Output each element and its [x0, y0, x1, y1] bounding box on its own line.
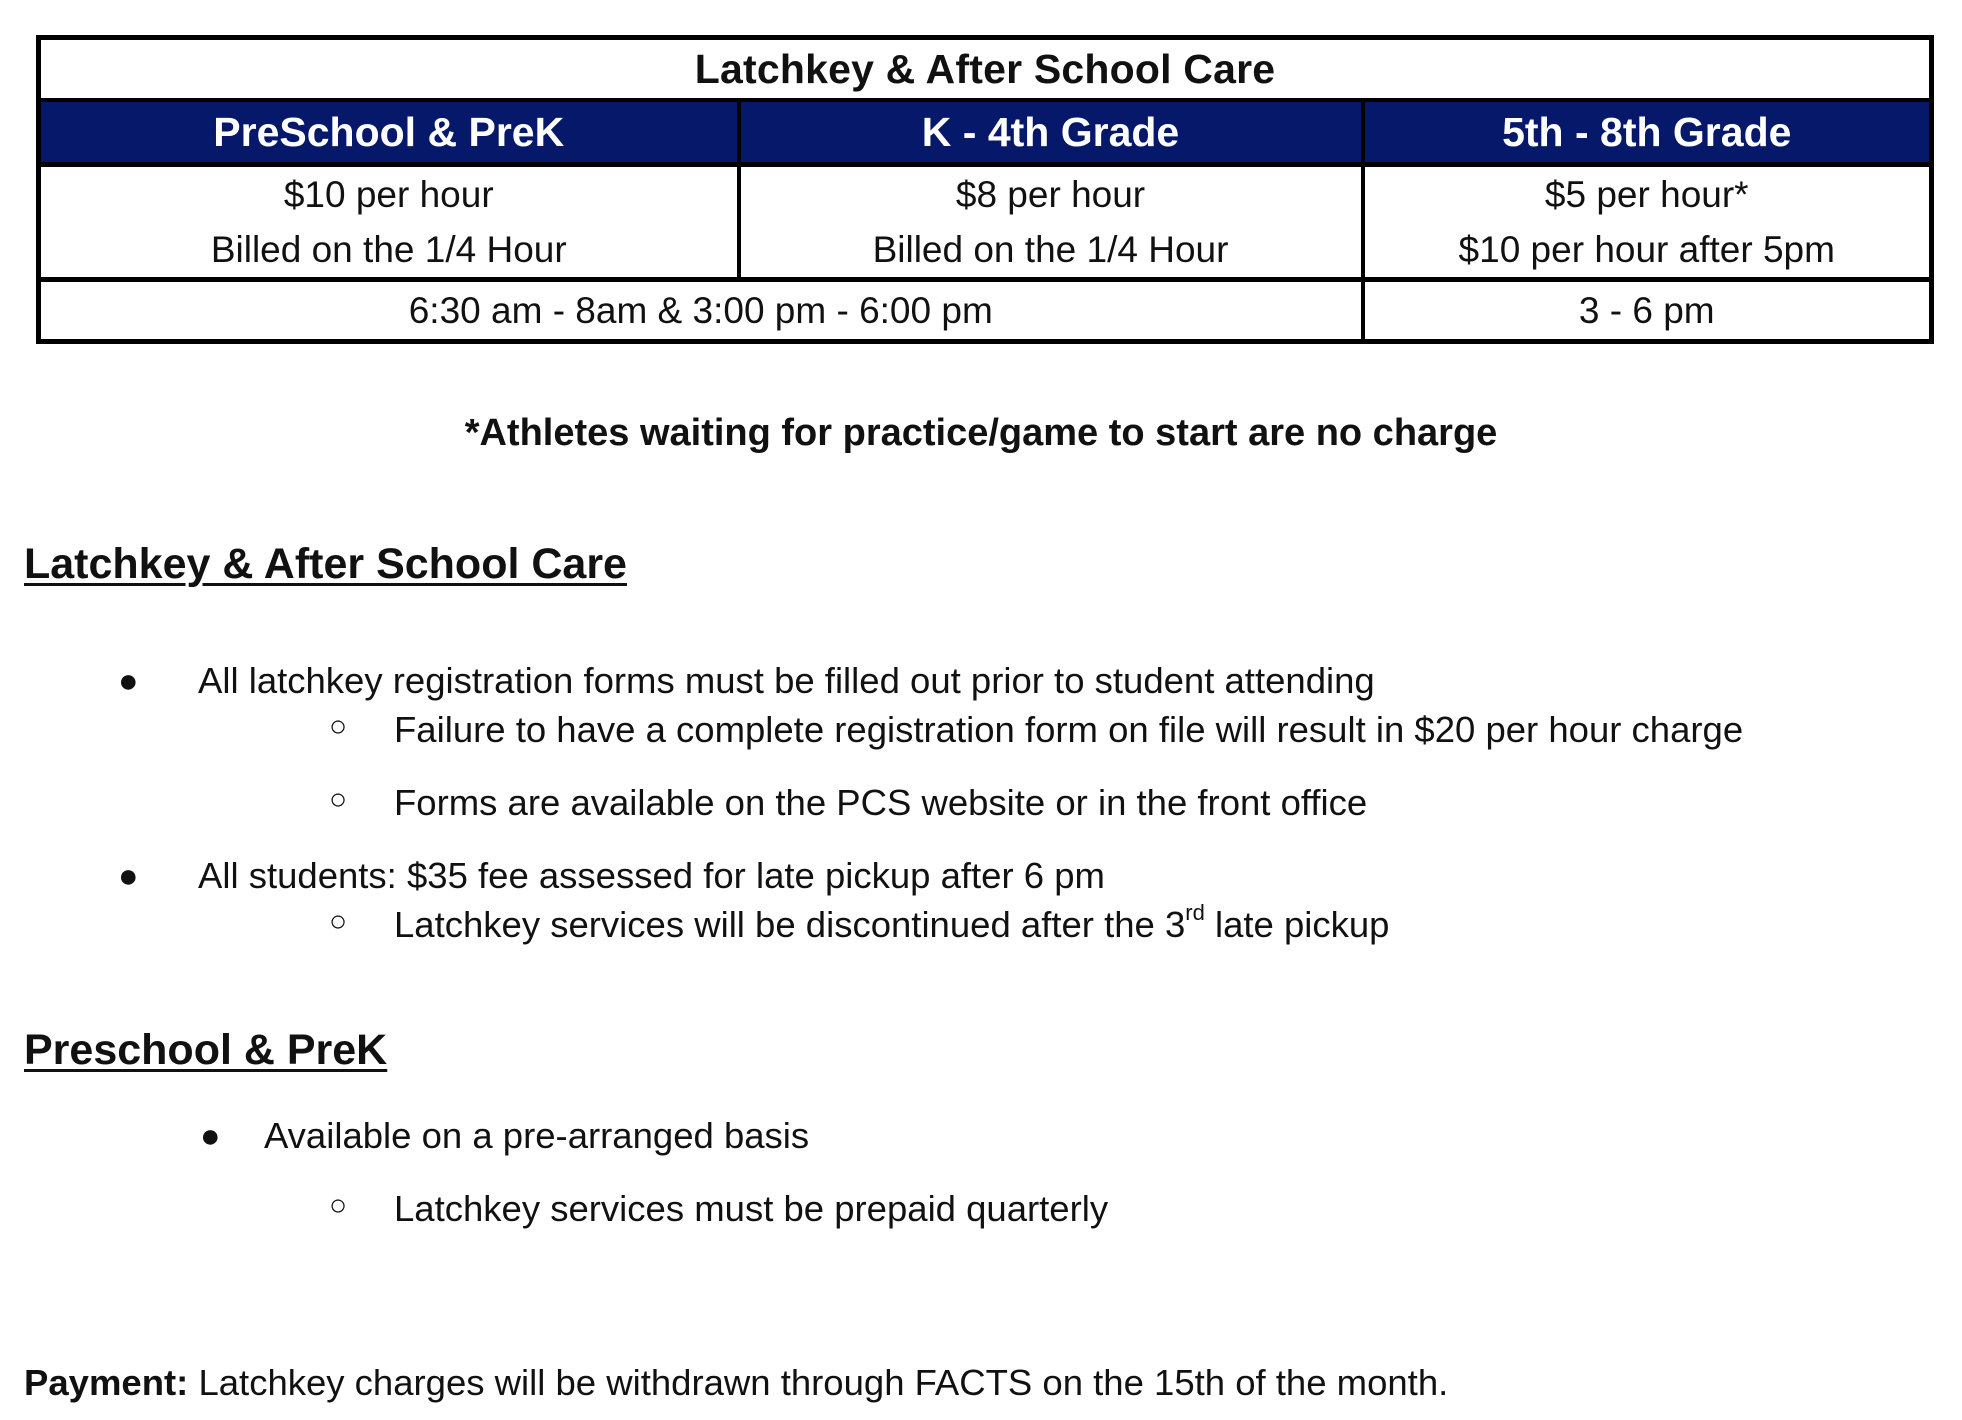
sub-bullet-marker: ○ [329, 783, 348, 816]
billing-value: Billed on the 1/4 Hour [872, 229, 1229, 270]
column-header-preschool: PreSchool & PreK [39, 100, 739, 165]
rate-value: $5 per hour* [1544, 174, 1749, 215]
rate-cell-5-8 [1363, 165, 1932, 280]
payment-line [24, 1362, 1448, 1404]
bullet-marker: ● [118, 857, 139, 895]
section-heading-preschool: Preschool & PreK [24, 1026, 388, 1074]
discontinued-text: Latchkey services will be discontinued after the 3 [394, 904, 1186, 945]
sub-bullet-marker: ○ [329, 1189, 348, 1222]
hours-cell-upper-grades: 3 - 6 pm [1363, 280, 1932, 342]
list-item-discontinued [394, 899, 1390, 946]
rate-cell-preschool [39, 165, 739, 280]
rate-value: $8 per hour [955, 174, 1146, 215]
ordinal-suffix: rd [1185, 899, 1205, 925]
discontinued-text-end: late pickup [1204, 904, 1390, 945]
bullet-marker: ● [200, 1117, 221, 1155]
bullet-marker: ● [118, 662, 139, 700]
column-header-5-8: 5th - 8th Grade [1363, 100, 1932, 165]
list-item-prepaid: Latchkey services must be prepaid quarterly [394, 1188, 1109, 1229]
column-header-k-4: K - 4th Grade [739, 100, 1363, 165]
table-title: Latchkey & After School Care [39, 38, 1932, 101]
rate-table [36, 35, 1934, 344]
list-item-pre-arranged: Available on a pre-arranged basis [264, 1115, 810, 1156]
list-item-failure-charge: Failure to have a complete registration form on file will result in $20 per hour charge [394, 709, 1744, 750]
payment-label: Payment: [24, 1362, 189, 1403]
billing-value: Billed on the 1/4 Hour [210, 229, 567, 270]
section-heading-latchkey: Latchkey & After School Care [24, 540, 627, 588]
list-item-registration: All latchkey registration forms must be filled out prior to student attending [198, 660, 1375, 701]
payment-text: Latchkey charges will be withdrawn through FACTS on the 15th of the month. [188, 1362, 1449, 1403]
billing-value: $10 per hour after 5pm [1458, 229, 1835, 270]
list-item-forms-available: Forms are available on the PCS website or in the front office [394, 782, 1368, 823]
list-item-late-pickup-fee: All students: $35 fee assessed for late pickup after 6 pm [198, 855, 1105, 896]
rate-cell-k-4 [739, 165, 1363, 280]
hours-cell-lower-grades: 6:30 am - 8am & 3:00 pm - 6:00 pm [39, 280, 1363, 342]
athletes-note: *Athletes waiting for practice/game to start are no charge [464, 412, 1498, 454]
sub-bullet-marker: ○ [329, 905, 348, 938]
sub-bullet-marker: ○ [329, 710, 348, 743]
rate-value: $10 per hour [283, 174, 494, 215]
